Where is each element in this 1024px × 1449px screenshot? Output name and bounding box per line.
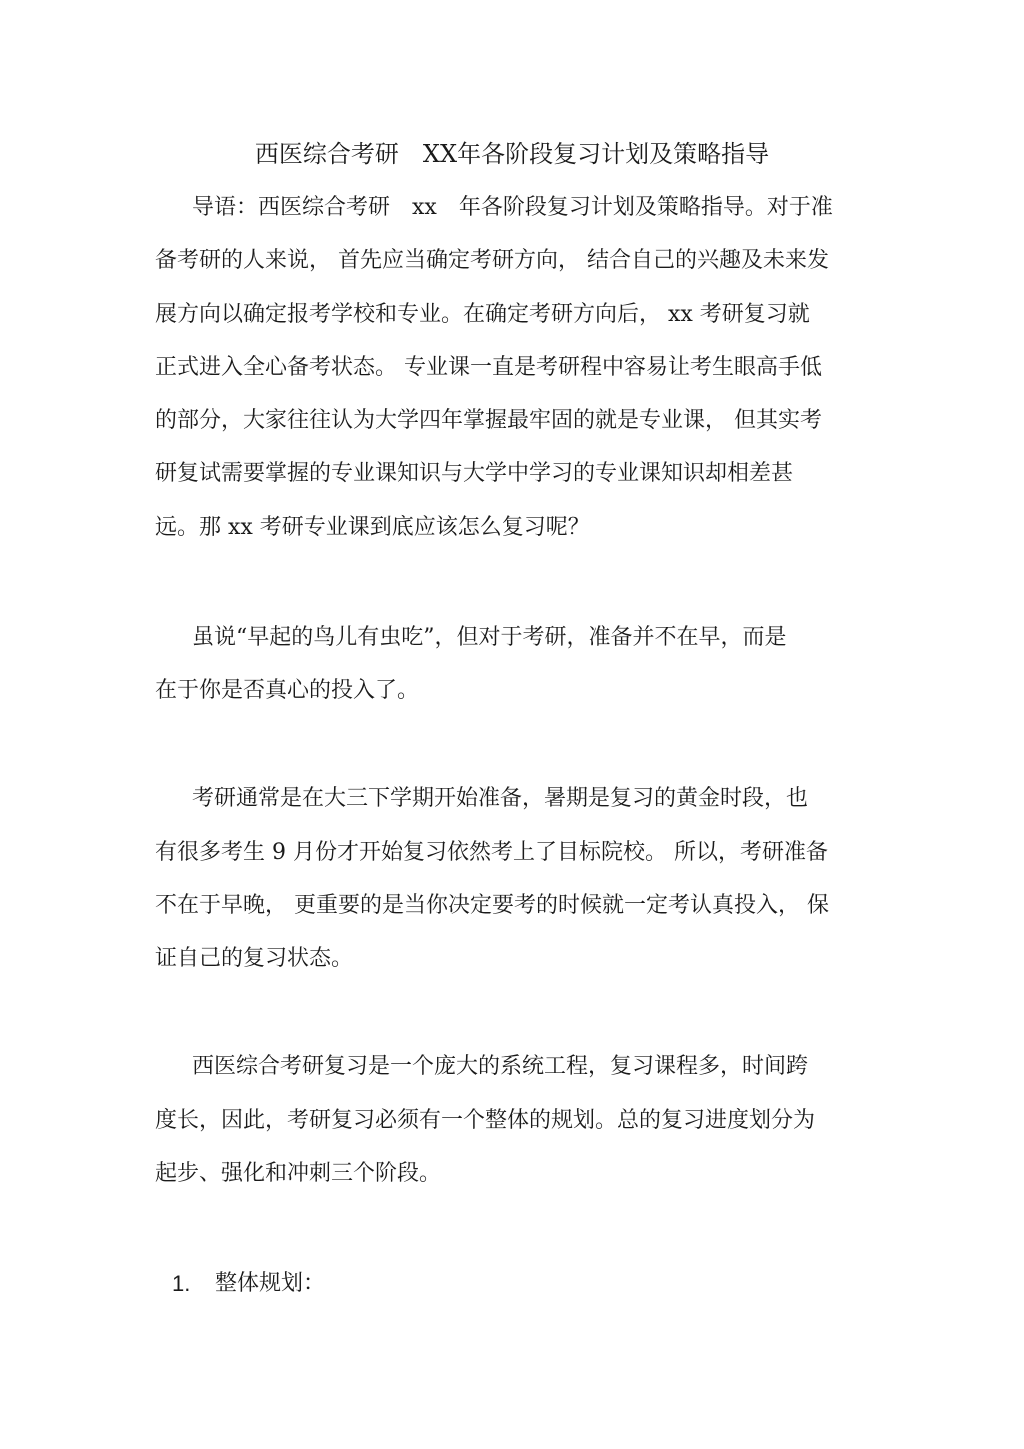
- section-heading: 整体规划：: [215, 1271, 326, 1296]
- paragraph-line: 起步、强化和冲刺三个阶段。: [155, 1161, 442, 1186]
- paragraph-line: 度长，因此，考研复习必须有一个整体的规划。总的复习进度划分为: [155, 1108, 816, 1133]
- paragraph-line: 备考研的人来说， 首先应当确定考研方向， 结合自己的兴趣及未来发: [155, 248, 829, 273]
- paragraph-line: 展方向以确定报考学校和专业。在确定考研方向后， xx 考研复习就: [155, 302, 810, 327]
- document-title: 西医综合考研 XX年各阶段复习计划及策略指导: [254, 140, 770, 168]
- paragraph-line: 正式进入全心备考状态。 专业课一直是考研程中容易让考生眼高手低: [155, 355, 822, 380]
- paragraph-line: 导语：西医综合考研 xx 年各阶段复习计划及策略指导。对于准: [192, 195, 833, 220]
- section-number: 1.: [172, 1271, 191, 1296]
- paragraph-line: 证自己的复习状态。: [155, 946, 354, 971]
- paragraph-line: 研复试需要掌握的专业课知识与大学中学习的专业课知识却相差甚: [155, 461, 794, 486]
- paragraph-line: 的部分，大家往往认为大学四年掌握最牢固的就是专业课， 但其实考: [155, 408, 822, 433]
- paragraph-line: 远。那 xx 考研专业课到底应该怎么复习呢？: [155, 515, 590, 540]
- paragraph-line: 西医综合考研复习是一个庞大的系统工程，复习课程多，时间跨: [192, 1054, 809, 1079]
- paragraph-line: 考研通常是在大三下学期开始准备，暑期是复习的黄金时段，也: [192, 786, 809, 811]
- paragraph-line: 不在于早晚， 更重要的是当你决定要考的时候就一定考认真投入， 保: [155, 893, 829, 918]
- paragraph-line: 有很多考生 9 月份才开始复习依然考上了目标院校。 所以，考研准备: [155, 840, 828, 865]
- paragraph-line: 在于你是否真心的投入了。: [155, 678, 420, 703]
- paragraph-line: 虽说“早起的鸟儿有虫吃”，但对于考研，准备并不在早，而是: [192, 625, 787, 650]
